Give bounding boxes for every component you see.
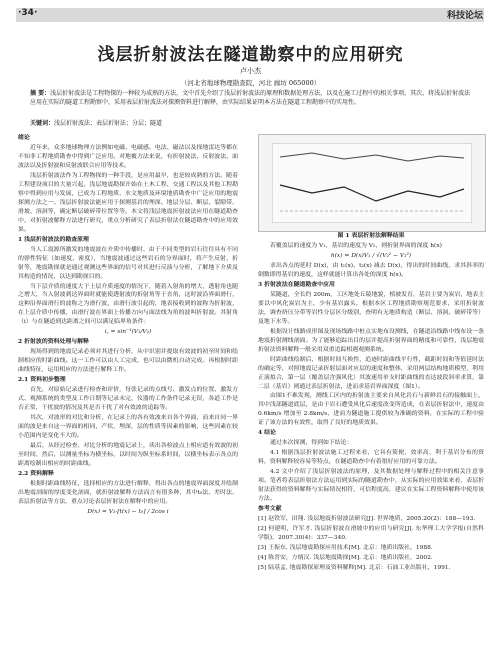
- abstract-label: 摘 要：: [30, 90, 51, 97]
- paragraph: 当人工震源所激发的地震波在介质中传播时，由于不同类型的岩石往往具有不同的弹性特征（如速度、密度），当地震波通过这些岩石的分界面时，将产生反射、折射等，地震勘探就是通过观测这些界面的信号对其进行反演与分析，了解地下介质及其构造的情况，以达到勘探目的。: [18, 246, 238, 280]
- paragraph: 近年来，众多地球物理方法例如电磁、电磁感、电法、磁法以及探地雷达等都在不知非工程地质勘查中得到广泛应用。对地覆方法来说，有折射波法，反射波法，面波法以及折射波和反射波联合应用等技术。: [18, 144, 238, 169]
- affiliation: （河北省地球物理勘查院，河北 廊坊 065000）: [180, 79, 321, 87]
- paragraph: 根据设计线路成形图及现场线路中桩点实地布设测线，在隧道沿线路中线布设一条地震折射测线剖面。为了能够追踪出目的层并提高折射界面的精度和可靠性，浅层地震折射法资料解释一般采用双重追踪相遇观测系统。: [258, 328, 484, 353]
- paragraph: 时距曲线绘制后，根据时间互换性，追迹时距曲线平行性，截距时间和等值延时法的确定等，对照地震记录折射层面对应层的速度和整体，采用两层结构地质模型，利用正演拟合，第一层（覆盖层含强风化）其波速用单支时距曲线的直达波段斜率求算，第二层（基岩）则通过表层折射法，进而求基岩界面深度（图1）。: [258, 356, 484, 390]
- section-heading-2: 2 折射波的资料处理与解释: [18, 338, 89, 346]
- left-column: [18, 134, 238, 518]
- paragraph: 通过本次探测，得到如下结论：: [270, 440, 353, 447]
- paragraph: 最后，从经过检查、对比分析的地震记录上，读出各检波点上相应道有效波的初至时间，然后，以测量坐标为横坐标，以时间为纵坐标系时间，以横坐标表示各点的距离绘制出相应的时距曲线。: [18, 442, 238, 467]
- paragraph: 某隧道，全长约 200m，工区地处丘陵地貌，植被发育，基岩主要为炭岩，地表主要以中风化炭岩为主，少有基岩露头，根据本区工程地质勘察规范要求，采用折射波法，调查挤压分带等岩性分层区分级别，查明有无地质构造（断层、溶洞、破碎带等）及地下水等。: [258, 291, 484, 325]
- section-heading-3: 3 折射波法在隧道勘查中应用: [258, 280, 335, 288]
- paragraph: 首先，对原始记录进行检查和评价，每张记录的点线号、激发点的位置、激发方式、观测系统的类型及工作日期等记录未完，仪器的工作条件记录无误，各道工作是否正常，干扰波的情况及其是否干扰了对有效波的追踪等。: [18, 387, 238, 412]
- journal-section: 科技论坛: [446, 11, 483, 21]
- reference-item: [2] 何建明，许军才. 浅层折射波在滑坡中的应用与研究[J]. 东华理工大学学报(自然科学版)，2007.30(4)：337—340.: [258, 526, 484, 541]
- references-heading: 参考文献: [258, 505, 282, 513]
- paragraph: 现场得到的地震记录必须对其进行分析，从中识别并提取有效波的初至时间和绘制相应的时距曲线。这一工作可以由人工完成，也可以由微机自动完成。再根据时距曲线特征，运用相应的方法进行解释工作。: [18, 349, 238, 374]
- author-name: 卢小杰: [240, 67, 261, 75]
- paragraph: 求出各点的延时 D(x)，由 t₁(x)、t₂(x) 减去 D(x)，得出的时间曲线，求其斜率的倒数即得基岩的速度，这样就能计算出各处的深度 h(x)。: [258, 262, 484, 278]
- abstract: [30, 90, 471, 107]
- formula-depth: h(x) = D(x)V₁ / √(V₂² − V₁²): [330, 252, 412, 259]
- figure-1-plot: [272, 143, 472, 223]
- figure-caption: 图 1 表层折射法解释结果: [337, 232, 405, 239]
- paragraph: 若覆盖层的速度为 V₁，基岩的速度为 V₂，则折射界面的深度 h(x): [270, 242, 442, 249]
- reference-item: [5] 陆基孟. 地震勘探原理及资料解释[M]. 北京：石油工业出版社，1991.: [258, 564, 451, 571]
- paragraph: 4.2 文中介绍了浅层折射波法的原理，及其数据处理与解释过程中的相关注意事项。笔者将表层折射法方法运用到实际的隧道勘查中，从实际的应用效果来看，表层折射法获得的资料解释与实际情况相符，可信程度高，建议在实际工程资料解释中使用该方法。: [258, 469, 484, 503]
- paragraph: 其次，对波形的对比和分析，在记录上的各有效波来自各个界面，而来自同一界面的波是来自这一界面的相同，产状，埋深，层的性质等因素的影响，这些因素在较小范围内是变化不大的。: [18, 415, 238, 439]
- paragraph: 浅层折射波法作为工程物探的一种手段，是应用最早，也是较成熟的方法。随着工程建设项目的大量兴起，浅层地震勘探开始在土木工程、交通工程以及其他工程勘察中得到应用与发展，已成为工程地质、水文地质及环境地质勘查中广泛应用的地震探测方法之一。浅层折射波法能应用于探测基岩的埋深、地层分层、断层、裂隙带、滑坡、溶洞等，确定断层破碎带位置等等。本文将浅层地震折射波法应用在隧道勘查中，对折射波解释方法进行研究，重点分析研究了表层折射法在隧道勘查中的应用效果。: [18, 172, 238, 233]
- keywords-label: 关键词：: [30, 120, 55, 127]
- paragraph: 当下层介质的速度大于上层介质速度的情况下，随着入射角的增大，透射角也随之增大，当入射波到达界面时就能使透射波的折射角等于直角，这时波沿界面滑行，这种沿界面滑行的波称之为滑行波，由滑行波引起的，地表接收到的波称为折射波，在上层介质中传播，由滑行波在界面上传播方向与面法线为角的波叫折射波。其射角（i）与在隧道到达距离之间可以满足临界角条件：: [18, 283, 238, 326]
- references-list: [258, 515, 484, 573]
- paragraph: 由图1不难发现，测线工区内的折射波主要来自风化岩石与新鲜岩石的接触面上，其中浅部隧道底层，是由于岩石遭受风化后速度改变所造成，在表层折射法中，速度由 0.6km/s 增加至 2.8km/s，进而为隧道施工提供较为准确的资料，在实际的工程中验证了该方法的有效性，取得了良好的地质效果。: [258, 393, 484, 427]
- keywords-text: 浅层折射波法；表层折射法；分层；隧道: [54, 120, 163, 127]
- reference-item: [1] 赵铁军，田翔. 浅层地震折射波法研究[J]. 世界地质，2005.20(2)：188—193.: [258, 516, 476, 523]
- section-heading-2-1: 2.1 资料初步整理: [18, 376, 66, 384]
- paragraph: 4.1 根据浅层折射波法施工过程来看，它具有简便，效率高，利于基岩分布的资料，资料解释较容易等特点，在隧道勘查中有着很好应用的可靠方法。: [258, 450, 484, 466]
- right-column: [258, 134, 484, 574]
- section-heading-4: 4 结论: [258, 429, 276, 437]
- reference-item: [4] 陈晋安，方炳汉. 浅层地震勘探[M]. 北京：地质出版社，2002.: [258, 554, 433, 561]
- header-bar: [16, 8, 484, 22]
- section-heading-2-2: 2.2 资料解释: [18, 469, 54, 477]
- paper-title: 浅层折射波法在隧道勘察中的应用研究: [97, 45, 404, 65]
- section-heading-intro: 绪论: [18, 134, 30, 141]
- running-header: [0, 0, 501, 28]
- section-heading-1: 1 浅层折射波法的勘查原理: [18, 235, 89, 243]
- page-number: ·34·: [18, 8, 38, 18]
- abstract-text: 浅层折射波法是工程物探的一种较为成熟的方法，文中首先介绍了浅层折射波法的原理和数据处理方法，以及在施工过程中的相关事项。其次，将浅层折射波法应用在实际的隧道工程勘察中，采用表层折射波法对探测资料进行解释，由实际结果证明本方法在隧道工程勘察中的实用性。: [30, 90, 471, 106]
- formula-delay-time: D(x) = V₂·[t(x) − t₀] / 2cos i: [87, 508, 169, 515]
- paragraph: 根据时距曲线特征，选择相应的方法进行解释，得出各点的地震界面深度并绘制出地震剖面的厚度变化剖面，就折射波解释方法而言有很多种，其中t₀法、差时法、表层折射法等方法，重点讨论表层折射法在解释中的应用。: [18, 480, 238, 505]
- figure-1: [258, 134, 486, 232]
- keywords: [30, 118, 471, 127]
- formula-critical-angle: i꜀ = sin⁻¹(V₁/V₂): [104, 329, 152, 336]
- reference-item: [3] 王振东. 浅层地震勘探应用技术[M]. 北京：地质出版社，1988.: [258, 544, 433, 551]
